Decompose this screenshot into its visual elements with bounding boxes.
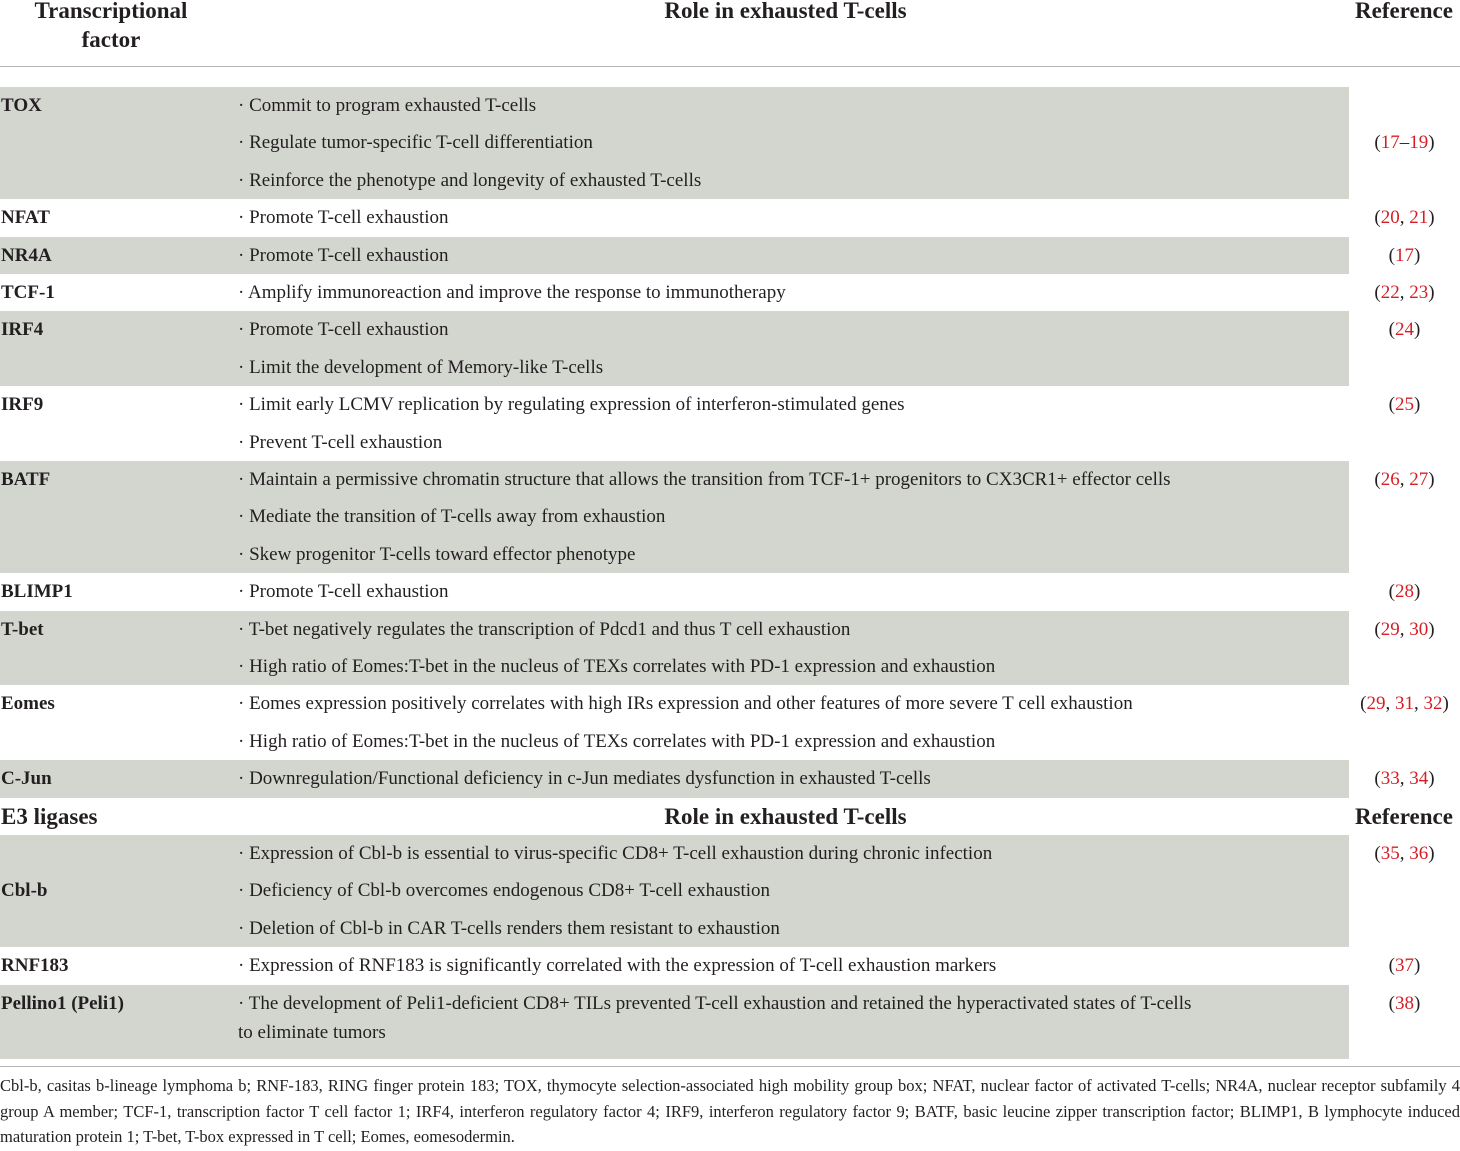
reference-citation: 36 bbox=[1409, 843, 1429, 864]
reference-citation: 29 bbox=[1366, 693, 1386, 715]
reference-citation: 23 bbox=[1409, 282, 1429, 303]
factor-name: BATF bbox=[1, 469, 51, 490]
factor-name: C-Jun bbox=[1, 768, 52, 790]
reference-separator: , bbox=[1399, 282, 1410, 303]
table-header bbox=[0, 0, 1460, 66]
factor-name: IRF9 bbox=[1, 394, 44, 416]
role-item: · Eomes expression positively correlates with high IRs expression and other features of more severe T cell exhaustion bbox=[238, 693, 1133, 715]
table-row bbox=[0, 947, 1421, 984]
reference-cell: (38) bbox=[1388, 992, 1421, 1014]
table-row bbox=[0, 573, 1421, 610]
reference-citation: 31 bbox=[1395, 693, 1414, 715]
reference-citation: 37 bbox=[1395, 955, 1414, 977]
reference-separator: , bbox=[1399, 207, 1410, 229]
reference-citation: 19 bbox=[1409, 132, 1429, 154]
table-row bbox=[0, 760, 1435, 797]
reference-cell: (25) bbox=[1388, 394, 1421, 416]
reference-citation: 35 bbox=[1380, 843, 1400, 864]
role-item: · High ratio of Eomes:T-bet in the nucleus of TEXs correlates with PD-1 expression and exhaustion bbox=[238, 730, 996, 752]
factor-name: Pellino1 (Peli1) bbox=[1, 992, 124, 1014]
table-row bbox=[0, 835, 1435, 947]
role-item: · Regulate tumor-specific T-cell differentiation bbox=[238, 132, 593, 154]
factor-name: BLIMP1 bbox=[1, 581, 73, 603]
reference-citation: 26 bbox=[1380, 469, 1400, 490]
reference-cell: (17–19) bbox=[1374, 132, 1435, 154]
factor-name: RNF183 bbox=[1, 955, 69, 977]
factor-name: NR4A bbox=[1, 244, 52, 266]
e3-ligases-header bbox=[0, 798, 1460, 835]
table-row bbox=[0, 685, 1449, 760]
role-item: · Downregulation/Functional deficiency in c-Jun mediates dysfunction in exhausted T-cells bbox=[238, 768, 931, 790]
reference-separator: , bbox=[1399, 768, 1410, 790]
reference-citation: 21 bbox=[1409, 207, 1429, 229]
reference-citation: 20 bbox=[1380, 207, 1400, 229]
factor-name: IRF4 bbox=[1, 319, 44, 341]
reference-cell: (28) bbox=[1388, 581, 1421, 603]
reference-separator: , bbox=[1385, 693, 1395, 715]
role-item: · Maintain a permissive chromatin structure that allows the transition from TCF-1+ progenitors to CX3CR1+ effector cells bbox=[238, 469, 1171, 490]
reference-citation: 29 bbox=[1380, 618, 1400, 640]
role-item: · Limit the development of Memory-like T-cells bbox=[238, 356, 604, 378]
reference-citation: 22 bbox=[1380, 282, 1400, 303]
role-item: · T-bet negatively regulates the transcription of Pdcd1 and thus T cell exhaustion bbox=[238, 618, 851, 640]
table-row bbox=[0, 237, 1421, 274]
reference-citation: 24 bbox=[1395, 319, 1414, 341]
reference-cell: (24) bbox=[1388, 319, 1421, 341]
role-item: · Limit early LCMV replication by regulating expression of interferon-stimulated genes bbox=[238, 394, 905, 416]
role-item: · Promote T-cell exhaustion bbox=[238, 207, 449, 229]
role-item: · Commit to program exhausted T-cells bbox=[238, 95, 537, 116]
reference-separator: , bbox=[1399, 618, 1410, 640]
table-footnote: Cbl-b, casitas b-lineage lymphoma b; RNF-183, RING finger protein 183; TOX, thymocyte selection-associated high mobility group box; NFAT, nuclear factor of activated T-cells; NR4A, nuclear receptor subfamily 4 group A member; TCF-1, transcription factor T cell factor 1; IRF4, interferon regulatory factor 4; IRF9, interferon regulatory factor 9; BATF, basic leucine zipper transcription factor; BLIMP1, B lymphocyte induced maturation protein 1; T-bet, T-box expressed in T cell; Eomes, eomesodermin. bbox=[0, 1076, 1460, 1146]
reference-citation: 17 bbox=[1380, 132, 1400, 154]
reference-citation: 25 bbox=[1395, 394, 1414, 416]
reference-cell: (22, 23) bbox=[1374, 282, 1435, 303]
table-row bbox=[0, 985, 1421, 1060]
factor-name: Eomes bbox=[1, 693, 55, 715]
role-item: · Expression of Cbl-b is essential to virus-specific CD8+ T-cell exhaustion during chronic infection bbox=[238, 843, 993, 864]
role-item: · High ratio of Eomes:T-bet in the nucleus of TEXs correlates with PD-1 expression and exhaustion bbox=[238, 655, 996, 677]
role-item: · Promote T-cell exhaustion bbox=[238, 319, 449, 341]
role-item: · Mediate the transition of T-cells away from exhaustion bbox=[238, 506, 666, 528]
reference-citation: 17 bbox=[1395, 244, 1414, 266]
header-transcriptional-factor: Transcriptional factor bbox=[34, 0, 188, 52]
reference-citation: 32 bbox=[1423, 693, 1443, 715]
factor-name: NFAT bbox=[1, 207, 50, 229]
role-item: · Promote T-cell exhaustion bbox=[238, 581, 449, 603]
table-row bbox=[0, 611, 1435, 686]
reference-citation: 28 bbox=[1395, 581, 1414, 603]
reference-citation: 30 bbox=[1409, 618, 1429, 640]
role-item: · Skew progenitor T-cells toward effector phenotype bbox=[238, 543, 636, 565]
reference-cell: (17) bbox=[1388, 244, 1421, 266]
reference-citation: 27 bbox=[1409, 469, 1429, 490]
footer-rule bbox=[0, 1066, 1460, 1067]
role-item: to eliminate tumors bbox=[238, 1021, 386, 1043]
table-row bbox=[0, 386, 1421, 461]
reference-citation: 34 bbox=[1409, 768, 1429, 790]
table-row bbox=[0, 311, 1421, 386]
factor-name: TOX bbox=[1, 95, 42, 116]
reference-cell: (26, 27) bbox=[1374, 469, 1435, 490]
role-item: · Expression of RNF183 is significantly correlated with the expression of T-cell exhaustion markers bbox=[238, 955, 997, 977]
reference-separator: , bbox=[1399, 843, 1410, 864]
factor-name: T-bet bbox=[1, 618, 44, 640]
table-row bbox=[0, 199, 1435, 236]
reference-separator: – bbox=[1399, 132, 1410, 154]
reference-separator: , bbox=[1399, 469, 1410, 490]
header-role-e3: Role in exhausted T-cells bbox=[664, 803, 907, 829]
reference-cell: (20, 21) bbox=[1374, 207, 1435, 229]
table-row bbox=[0, 87, 1435, 199]
reference-separator: , bbox=[1414, 693, 1424, 715]
reference-citation: 38 bbox=[1395, 992, 1414, 1014]
header-role: Role in exhausted T-cells bbox=[664, 0, 907, 23]
role-item: · Promote T-cell exhaustion bbox=[238, 244, 449, 266]
reference-cell: (37) bbox=[1388, 955, 1421, 977]
factor-name: Cbl-b bbox=[1, 880, 48, 902]
header-reference-e3: Reference bbox=[1355, 803, 1453, 829]
role-item: · The development of Peli1-deficient CD8+ TILs prevented T-cell exhaustion and retained the hyperactivated states of T-cells bbox=[238, 992, 1192, 1014]
reference-cell: (29, 31, 32) bbox=[1360, 693, 1449, 715]
reference-citation: 33 bbox=[1380, 768, 1400, 790]
role-item: · Prevent T-cell exhaustion bbox=[238, 431, 443, 453]
reference-cell: (29, 30) bbox=[1374, 618, 1435, 640]
table-row bbox=[0, 461, 1435, 573]
role-item: · Deletion of Cbl-b in CAR T-cells renders them resistant to exhaustion bbox=[238, 917, 780, 939]
header-e3-ligases: E3 ligases bbox=[1, 803, 98, 829]
table-row bbox=[0, 274, 1435, 311]
reference-cell: (35, 36) bbox=[1374, 843, 1435, 864]
reference-cell: (33, 34) bbox=[1374, 768, 1435, 790]
header-reference: Reference bbox=[1355, 0, 1453, 23]
factor-name: TCF-1 bbox=[1, 282, 55, 303]
role-item: · Reinforce the phenotype and longevity of exhausted T-cells bbox=[238, 169, 702, 191]
header-rule bbox=[0, 66, 1460, 67]
role-item: · Deficiency of Cbl-b overcomes endogenous CD8+ T-cell exhaustion bbox=[238, 880, 771, 902]
role-item: · Amplify immunoreaction and improve the response to immunotherapy bbox=[238, 282, 786, 303]
